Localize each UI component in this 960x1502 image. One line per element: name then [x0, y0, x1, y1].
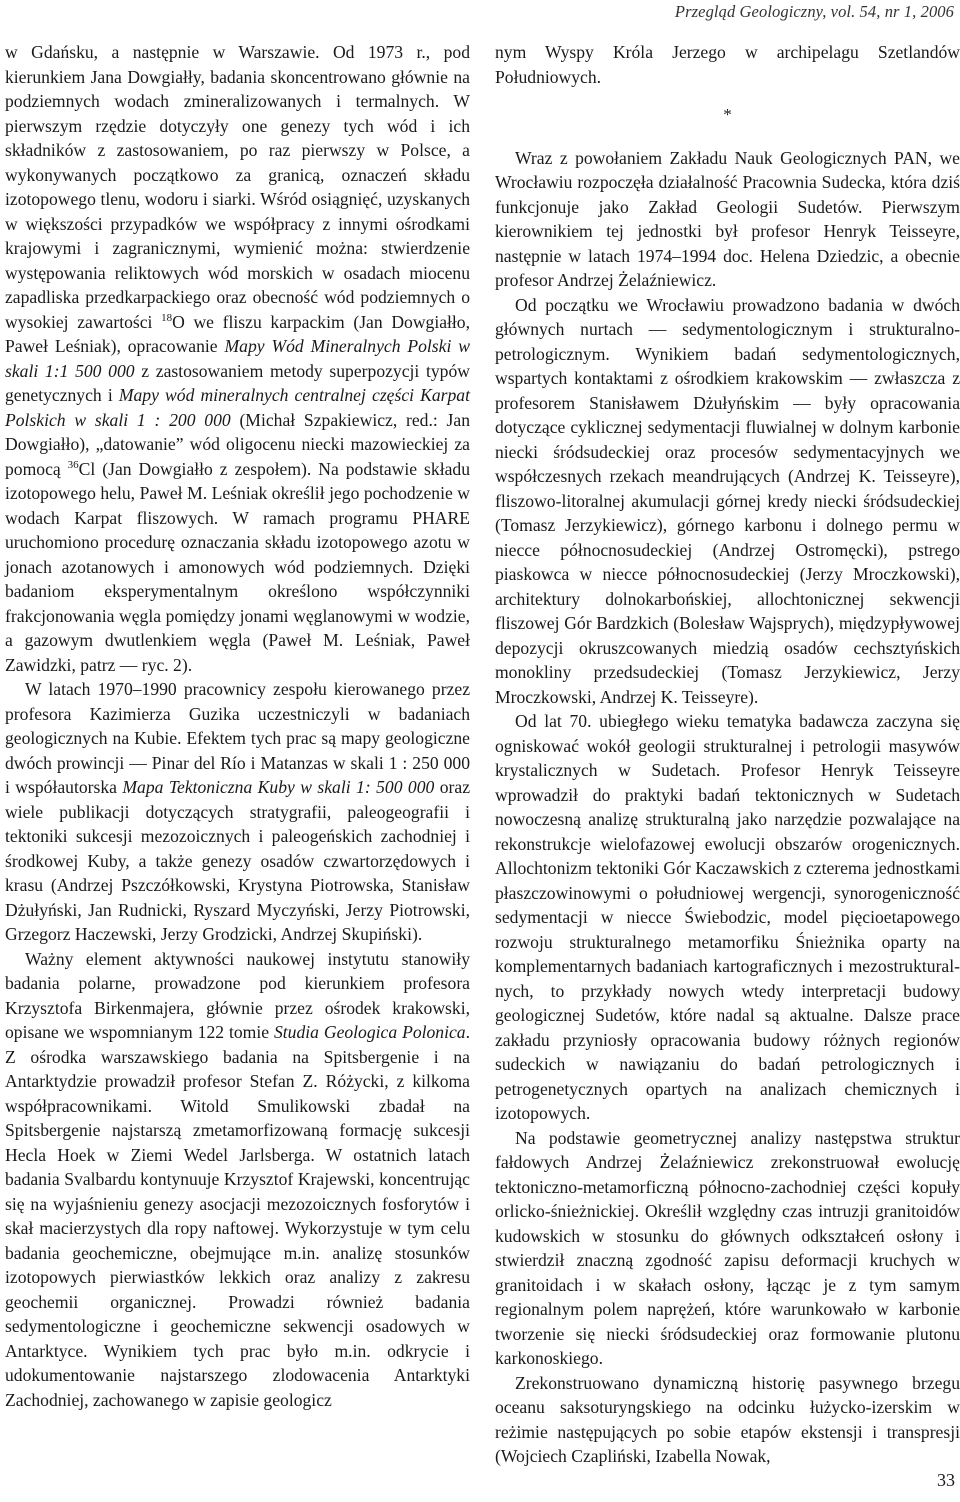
text-run: w Gdańsku, a następnie w Warszawie. Od 1973 r., pod kierunkiem Jana Dowgiałły, badania skoncentrowano głównie na podziemnych wodach zmineralizowanych i termalnych. W pierwszym rzędzie dotyczyły one genezy tych wód i ich składników z zastosowaniem, po raz pierwszy w Polsce, a wykonywanych początkowo za granicą, oznaczeń składu izotopowego tlenu, wodoru i siarki. Wśród osiągnięć, uzyskanych w większości przypadków we współpracy z innymi ośrodkami krajowymi i zagranicznymi, wymienić można: stwierdzenie występowania reliktowych wód morskich w osadach miocenu zapadliska przedkarpackiego oraz obecność wód podziemnych o wysokiej zawartości: [5, 42, 470, 332]
italic-title: Mapa Tektoniczna Kuby w skali 1: 500 000: [122, 777, 435, 797]
left-paragraph-3: [5, 947, 470, 1413]
right-paragraph-4: Na podstawie geometrycznej analizy następstwa struktur fałdowych Andrzej Żelaźniewicz zrekonstruował ewolucję tektoniczno-metamorficzną północno-zachodniej części kopuły orlicko-śnieżnickiej. Określił względny czas intruzji granitoidów kudowskich w stosunku do głównych odkształceń osłony i stwierdził znaczną zgodność zapisu deformacji kruchych w granitoidach i w skałach osłony, łącząc je z tym samym regionalnym polem naprężeń, które warunkowało w karbonie tworzenie się niecki śródsudeckiej oraz formowanie plutonu karkonoskiego.: [495, 1127, 960, 1368]
right-paragraph-3: Od lat 70. ubiegłego wieku tematyka badawcza zaczyna się ogniskować wokół geologii strukturalnej i petrologii masywów krystalicznych w Sudetach. Profesor Henryk Teisseyre wprowadził do praktyki badań tektonicznych w Sudetach nowoczesną analizę strukturalną jako narzędzie pozwalające na rekonstrukcje wielofazowej ewolucji obszarów orogenicznych. Allochtonizm tektoniki Gór Kaczawskich z czterema jednostkami płaszczowinowymi o południowej wergencji, synorogeniczność sedymentacji w niecce Świebodzic, model pięcioetapowego rozwoju strukturalnego metamorfiku Śnieżnika oparty na komplementarnych badaniach kartograficznych i mezostrukturalnych, to przykłady nowych wtedy interpretacji budowy geologicznej Sudetów, które nadal są aktualne. Dalsze prace zakładu przyniosły opracowania budowy różnych regionów sudeckich w nawiązaniu do badań petrologicznych i petrogenetycznych opartych na analizach chemicznych i izotopowych.: [495, 711, 960, 1123]
superscript: 36: [67, 458, 79, 471]
journal-header: Przegląd Geologiczny, vol. 54, nr 1, 2006: [674, 2, 954, 21]
superscript: 18: [161, 311, 173, 324]
right-paragraph-2: Od początku we Wrocławiu prowadzono badania w dwóch głównych nurtach — sedymentologicznym i strukturalno-petrologicznym. Wynikiem badań sedymentologicznych, wspartych kontaktami z ośrodkiem krakowskim — zwłaszcza z profesorem Stanisławem Dżułyńskim — były opracowania dotyczące cyklicznej sedymentacji fluwialnej w dolnym karbonie niecki śródsudeckiej oraz procesów sedymentacyjnych we współczesnych rzekach meandrujących (Andrzej K. Teisseyre), fliszowo-litoralnej akumulacji górnej kredy niecki śródsudeckiej (Tomasz Jerzykiewicz), górnego karbonu i dolnego permu w niecce północnosudeckiej (Andrzej Ostromęcki), pstrego piaskowca w niecce północnosudeckiej (Jerzy Mroczkowski), architektury dolnokarbońskiej, allochtonicznej sekwencji fliszowej Gór Bardzkich (Bolesław Wajsprych), międzypływowej depozycji okruszcowanych miedzią osadów cechsztyńskich monokliny przedsudeckiej (Tomasz Jerzykiewicz, Jerzy Mroczkowski, Andrzej K. Teisseyre).: [495, 294, 960, 707]
right-paragraph-0: nym Wyspy Króla Jerzego w archipelagu Szetlandów Południowych.: [495, 42, 960, 87]
right-paragraph-1: Wraz z powołaniem Zakładu Nauk Geologicznych PAN, we Wrocławiu rozpoczęła działalność Pracownia Sudecka, która dziś funkcjonuje jako Zakład Geologii Sudetów. Pierwszym kierownikiem tej jednostki był profesor Henryk Teisseyre, następnie w latach 1974–1994 doc. Helena Dziedzic, a obecnie profesor Andrzej Żelaźniewicz.: [495, 147, 960, 290]
left-paragraph-2: [5, 677, 470, 947]
text-run: z zastosowaniem metody superpozycji typów genetycznych i: [5, 360, 470, 405]
text-run: O we fliszu karpackim (Jan Dowgiałło, Paweł Leśniak), opracowanie: [5, 311, 470, 356]
text-run: oraz wiele publikacji dotyczących stratygrafii, paleogeografii i tektoniki sukcesji mezozoicznych i paleogeńskich zachodniej i środkowej Kuby, a także genezy osadów czwartorzędowych i krasu (Andrzej Pszczółkowski, Krystyna Piotrowska, Stanisław Dżułyński, Jan Rudnicki, Ryszard Myczyński, Jerzy Piotrowski, Grzegorz Haczewski, Jerzy Grodzicki, Andrzej Skupiński).: [5, 777, 471, 944]
italic-title: Mapy wód mineralnych centralnej części Karpat Polskich w skali 1 : 200 000: [5, 385, 470, 430]
text-run: Cl (Jan Dowgiałło z zespołem). Na podstawie składu izotopowego helu, Paweł M. Leśniak określił jego pochodzenie w wodach Karpat fliszowych. W ramach programu PHARE uruchomiono procedurę oznaczania składu izotopowego azotu w jonach azotanowych i amonowych wód podziemnych. Dzięki badaniom eksperymentalnym określono współczynniki frakcjonowania węgla pomiędzy jonami węglanowymi w wodzie, a gazowym dwutlenkiem węgla (Paweł M. Leśniak, Paweł Zawidzki, patrz — ryc. 2).: [5, 458, 470, 675]
right-paragraph-5: Zrekonstruowano dynamiczną historię pasywnego brzegu oceanu saksoturyngskiego na odcinku łużycko-izerskim w reżimie następujących po sobie etapów ekstensji i transpresji (Wojciech Czapliński, Izabella Nowak,: [495, 1372, 960, 1466]
italic-title: Studia Geologica Polonica: [273, 1022, 466, 1042]
left-paragraph-1: [5, 40, 470, 677]
page-number: 33: [937, 1470, 955, 1490]
right-column: [495, 40, 960, 1469]
text-run: (Michał Szpakiewicz, red.: Jan Dowgiałło), „datowanie” wód oligocenu niecki mazowieckiej za pomocą: [5, 409, 470, 479]
text-run: Ważny element aktywności naukowej instytutu stanowiły badania polarne, prowadzone pod kierunkiem profesora Krzysztofa Birkenmajera, głównie przez ośrodek krakowski, opisane we wspomnianym 122 tomie: [5, 948, 470, 1042]
text-run: W latach 1970–1990 pracownicy zespołu kierowanego przez profesora Kazimierza Guzika uczestniczyli w badaniach geologicznych na Kubie. Efektem tych prac są mapy geologiczne dwóch prowincji — Pinar del Río i Matanzas w skali 1 : 250 000 i współautorska: [5, 679, 470, 797]
italic-title: Mapy Wód Mineralnych Polski w skali 1:1 500 000: [5, 336, 470, 381]
text-run: . Z ośrodka warszawskiego badania na Spitsbergenie i na Antarktydzie prowadził profesor Stefan Z. Różycki, z kilkoma współpracownikami. Witold Smulikowski zbadał na Spitsbergenie najstarszą zmetamorfizowaną formację sukcesji Hecla Hoek w Ziemi Wedel Jarlsberga. W ostatnich latach badania Svalbardu kontynuuje Krzysztof Krajewski, koncentrując się na wyjaśnieniu genezy asocjacji mezozoicznych fosforytów i skał macierzystych dla ropy naftowej. Wykorzystuje w tym celu badania geochemiczne, obejmujące m.in. analizę stosunków izotopowych pierwiastków lekkich oraz analizy z zakresu geochemii organicznej. Prowadzi również badania sedymentologiczne i geochemiczne sekwencji osadowych w Antarktyce. Wynikiem tych prac było m.in. odkrycie i udokumentowanie najstarszego zlodowacenia Antarktyki Zachodniej, zachowanego w zapisie geologicz: [5, 1022, 471, 1410]
section-separator: *: [723, 105, 732, 124]
left-column: [5, 40, 470, 1412]
